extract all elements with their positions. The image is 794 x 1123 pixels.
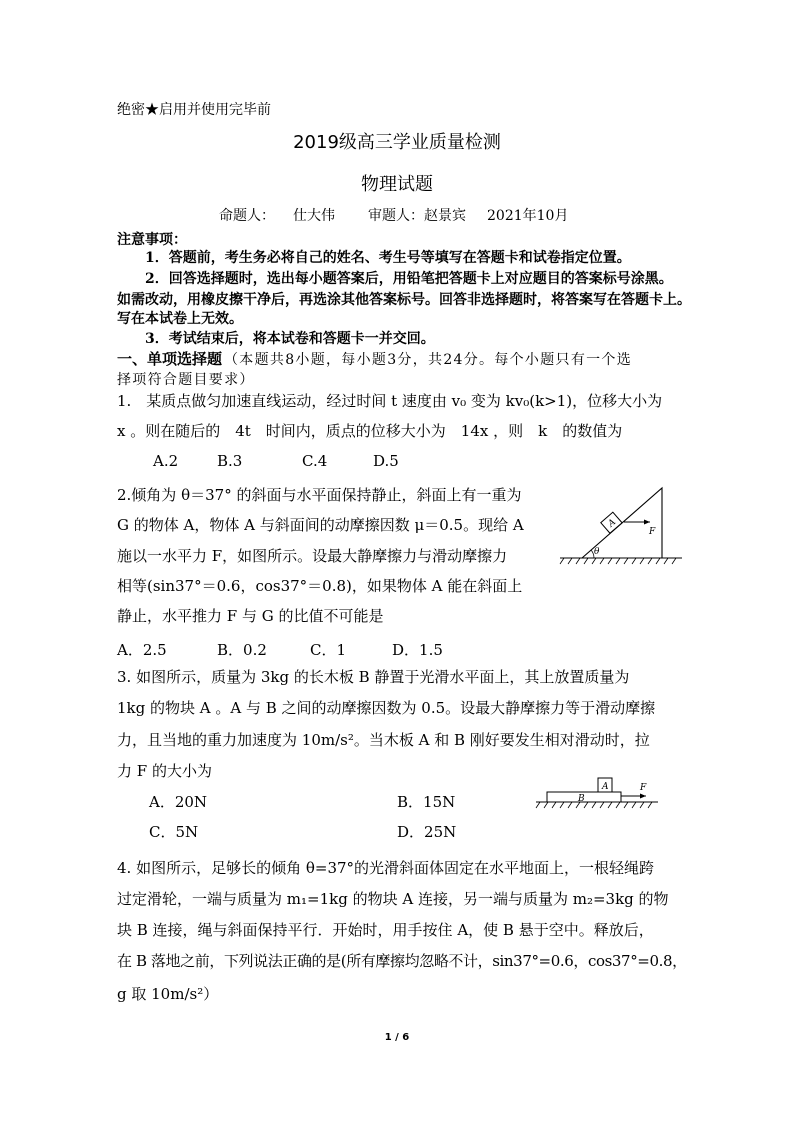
q1-option-d: D.5 [373, 452, 399, 470]
note-2-line-3: 写在本试卷上无效。 [117, 311, 243, 327]
exam-title: 2019级高三学业质量检测 [293, 132, 501, 153]
q2-angle-label: θ [594, 547, 600, 557]
section-title: 一、单项选择题 [117, 350, 223, 368]
q3-line-3: 力，且当地的重力加速度为 10m/s²。当木板 A 和 B 刚好要发生相对滑动时，拉 [117, 731, 650, 749]
author-name: 仕大伟 [293, 208, 335, 224]
q1-option-b: B.3 [217, 452, 243, 470]
reviewer: 审题人：赵景宾 [368, 208, 466, 224]
q2-option-b: B．0.2 [217, 641, 267, 659]
note-1: 1．答题前，考生务必将自己的姓名、考生号等填写在答题卡和试卷指定位置。 [145, 250, 631, 266]
q2-option-c: C．1 [310, 641, 347, 659]
q2-incline-figure [558, 486, 684, 566]
q2-line-5: 静止，水平推力 F 与 G 的比值不可能是 [117, 607, 384, 625]
confidential-label: 绝密★启用并使用完毕前 [117, 102, 271, 118]
q3-board-label: B [578, 794, 585, 804]
q1-option-a: A.2 [153, 452, 179, 470]
q4-line-3: 块 B 连接，绳与斜面保持平行．开始时，用手按住 A，使 B 悬于空中。释放后， [117, 921, 654, 939]
q4-line-1: 4. 如图所示，足够长的倾角 θ=37°的光滑斜面体固定在水平地面上，一根轻绳跨 [117, 859, 655, 877]
q3-line-4: 力 F 的大小为 [117, 762, 212, 780]
q2-force-label: F [649, 527, 656, 537]
section-description-line-2: 择项符合题目要求） [117, 372, 255, 388]
q2-block-a [601, 512, 622, 533]
q2-line-2: G 的物体 A，物体 A 与斜面间的动摩擦因数 μ＝0.5。现给 A [117, 516, 524, 534]
notes-heading: 注意事项： [117, 232, 187, 248]
q4-line-5: g 取 10m/s²） [117, 985, 219, 1003]
q3-option-d: D．25N [397, 823, 457, 841]
note-3: 3．考试结束后，将本试卷和答题卡一并交回。 [145, 331, 435, 347]
q2-block-label: A [606, 517, 618, 530]
q3-option-b: B．15N [397, 793, 456, 811]
q2-line-3: 施以一水平力 F，如图所示。设最大静摩擦力与滑动摩擦力 [117, 547, 508, 565]
note-2-line-1: 2．回答选择题时，选出每小题答案后，用铅笔把答题卡上对应题目的答案标号涂黑。 [145, 271, 673, 287]
note-2-line-2: 如需改动，用橡皮擦干净后，再选涂其他答案标号。回答非选择题时，将答案写在答题卡上。 [117, 292, 691, 308]
q2-ground-hatching [560, 558, 676, 564]
q3-force-label: F [640, 783, 647, 793]
q2-line-1: 2.倾角为 θ＝37° 的斜面与水平面保持静止，斜面上有一重为 [117, 486, 522, 504]
q4-line-4: 在 B 落地之前，下列说法正确的是(所有摩擦均忽略不计，sin37°=0.6，cos37°=0.8， [117, 952, 687, 970]
q3-force-arrowhead [640, 794, 646, 799]
q1-line-2: x 。则在随后的 4t 时间内，质点的位移大小为 14x ，则 k 的数值为 [117, 422, 623, 440]
q3-line-1: 3. 如图所示，质量为 3kg 的长木板 B 静置于光滑水平面上，其上放置质量为 [117, 668, 630, 686]
q2-option-a: A．2.5 [117, 641, 167, 659]
q3-board-figure [534, 774, 660, 810]
q4-line-2: 过定滑轮，一端与质量为 m₁=1kg 的物块 A 连接，另一端与质量为 m₂=3kg 的物 [117, 890, 669, 908]
q3-line-2: 1kg 的物块 A 。A 与 B 之间的动摩擦因数为 0.5。设最大静摩擦力等于滑动摩擦 [117, 699, 656, 717]
q3-ground-hatching [536, 802, 652, 808]
author-label: 命题人： [219, 208, 275, 224]
subject-title: 物理试题 [361, 174, 433, 195]
q2-force-arrowhead [644, 520, 650, 525]
section-description-line-1: （本题共8小题，每小题3分，共24分。每个小题只有一个选 [224, 352, 633, 368]
q3-block-label: A [602, 782, 609, 792]
q3-option-a: A．20N [149, 793, 208, 811]
q3-option-c: C．5N [149, 823, 199, 841]
date: 2021年10月 [487, 208, 569, 224]
page-number: 1 / 6 [384, 1032, 410, 1043]
q1-line-1: 1. 某质点做匀加速直线运动，经过时间 t 速度由 v₀ 变为 kv₀(k>1)，位移大小为 [117, 392, 663, 410]
q2-option-d: D．1.5 [392, 641, 443, 659]
q2-line-4: 相等(sin37°＝0.6，cos37°＝0.8)，如果物体 A 能在斜面上 [117, 577, 523, 595]
q1-option-c: C.4 [302, 452, 328, 470]
